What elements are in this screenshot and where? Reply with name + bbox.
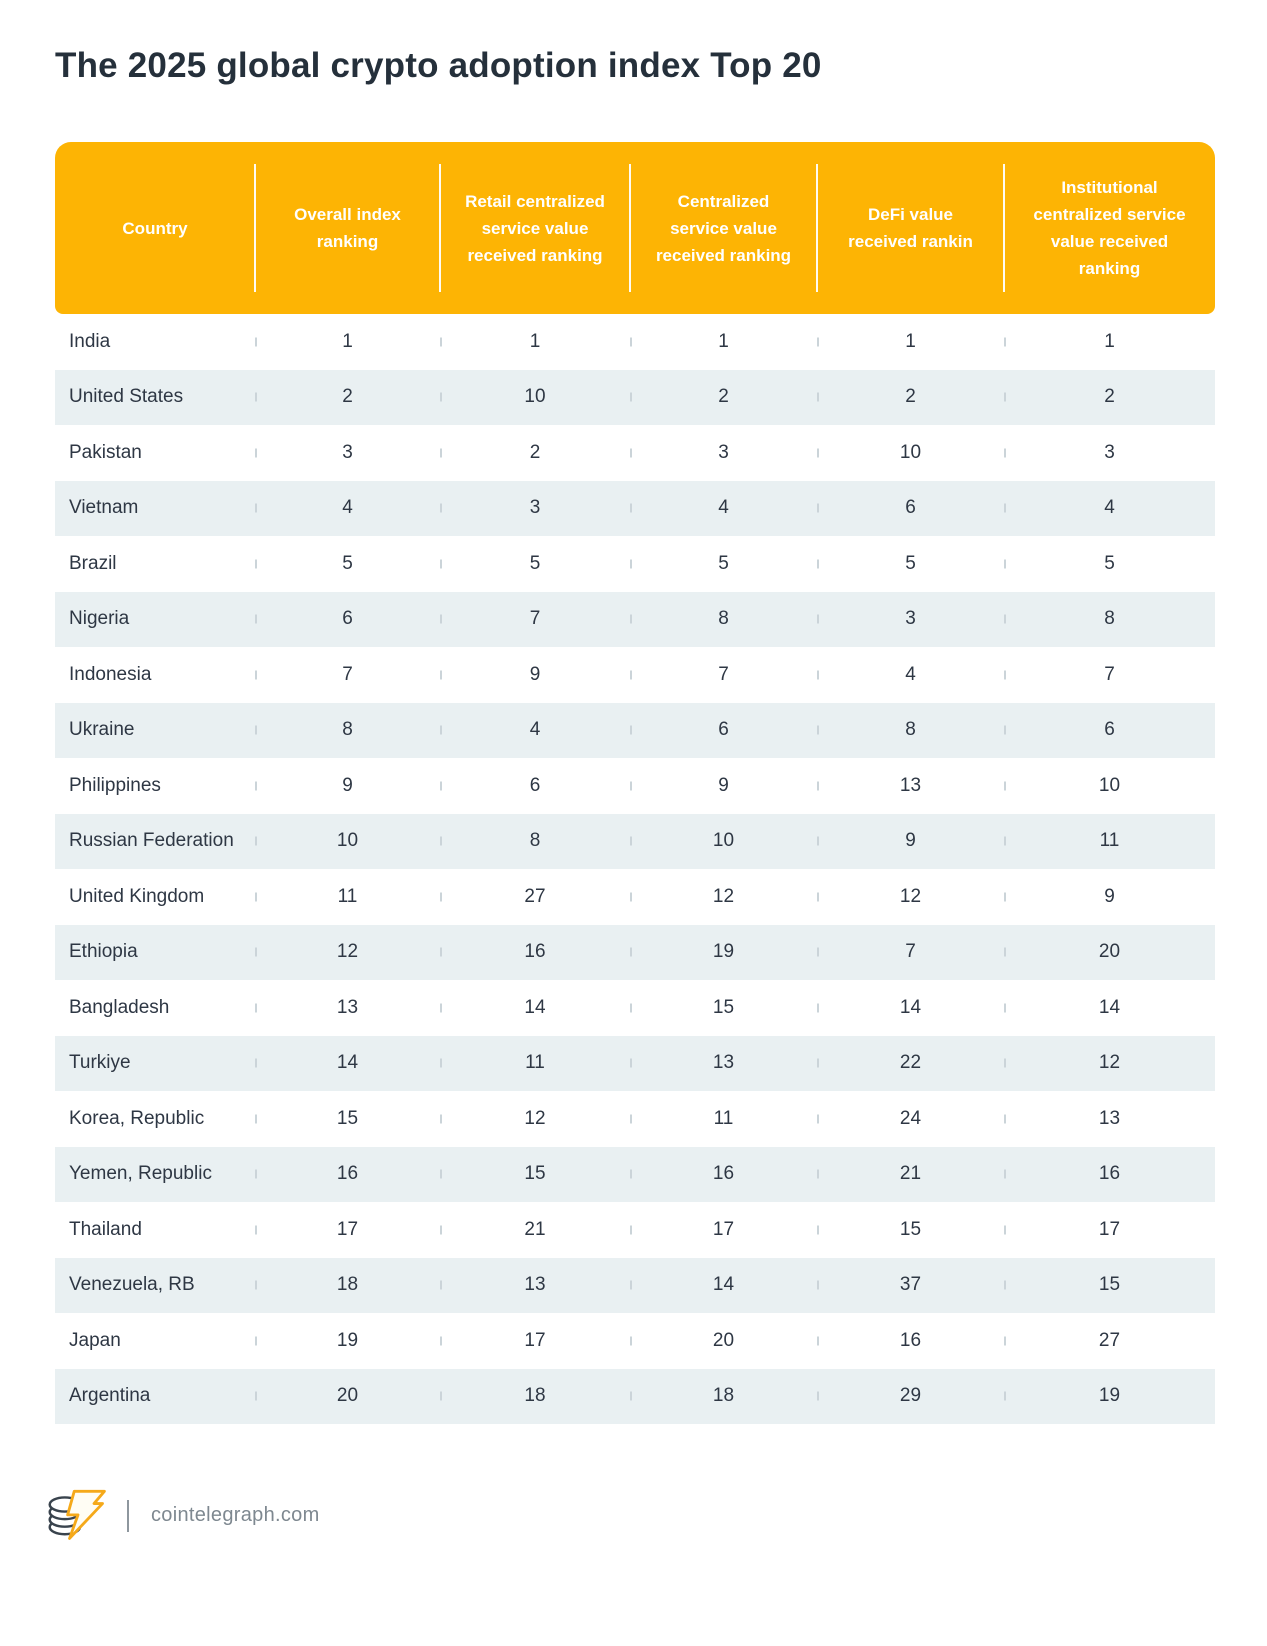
country-cell: Brazil: [69, 552, 117, 574]
ranking-cell: 2: [630, 386, 817, 408]
ranking-cell: 18: [630, 1385, 817, 1407]
ranking-cell: 9: [1004, 886, 1215, 908]
ranking-cell: 3: [817, 608, 1004, 630]
ranking-cell: 4: [1004, 497, 1215, 519]
table-row: [55, 703, 1215, 759]
table-row: [55, 425, 1215, 481]
ranking-cell: 20: [1004, 941, 1215, 963]
ranking-cell: 1: [1004, 331, 1215, 353]
country-cell: Russian Federation: [69, 830, 234, 852]
ranking-cell: 6: [1004, 719, 1215, 741]
ranking-cell: 6: [817, 497, 1004, 519]
ranking-cell: 9: [255, 775, 440, 797]
table-row: [55, 1091, 1215, 1147]
ranking-cell: 3: [255, 442, 440, 464]
ranking-cell: 2: [1004, 386, 1215, 408]
ranking-cell: 5: [1004, 553, 1215, 575]
country-cell: Vietnam: [69, 497, 139, 519]
ranking-cell: 19: [630, 941, 817, 963]
ranking-cell: 2: [440, 442, 630, 464]
ranking-cell: 11: [255, 886, 440, 908]
ranking-cell: 7: [630, 664, 817, 686]
country-cell: Pakistan: [69, 441, 142, 463]
ranking-cell: 3: [440, 497, 630, 519]
table-row: [55, 1258, 1215, 1314]
ranking-cell: 37: [817, 1274, 1004, 1296]
ranking-cell: 29: [817, 1385, 1004, 1407]
ranking-cell: 15: [440, 1163, 630, 1185]
ranking-cell: 14: [440, 997, 630, 1019]
ranking-cell: 1: [630, 331, 817, 353]
table-row: [55, 980, 1215, 1036]
ranking-cell: 6: [440, 775, 630, 797]
ranking-cell: 16: [817, 1330, 1004, 1352]
ranking-cell: 13: [440, 1274, 630, 1296]
ranking-cell: 18: [255, 1274, 440, 1296]
footer-site-url: cointelegraph.com: [151, 1504, 320, 1526]
table-row: [55, 536, 1215, 592]
ranking-cell: 12: [630, 886, 817, 908]
ranking-cell: 13: [255, 997, 440, 1019]
ranking-cell: 4: [440, 719, 630, 741]
ranking-cell: 15: [255, 1108, 440, 1130]
ranking-cell: 14: [255, 1052, 440, 1074]
ranking-cell: 1: [440, 331, 630, 353]
country-cell: Indonesia: [69, 663, 152, 685]
ranking-cell: 10: [255, 830, 440, 852]
column-header-institutional: Institutional centralized service value received ranking: [1004, 142, 1215, 314]
ranking-cell: 11: [1004, 830, 1215, 852]
ranking-cell: 4: [630, 497, 817, 519]
ranking-cell: 5: [255, 553, 440, 575]
column-header-retail: Retail centralized service value received ranking: [440, 142, 630, 314]
column-header-defi: DeFi value received rankin: [817, 142, 1004, 314]
ranking-cell: 11: [440, 1052, 630, 1074]
ranking-cell: 20: [630, 1330, 817, 1352]
country-cell: Korea, Republic: [69, 1107, 205, 1129]
ranking-cell: 3: [1004, 442, 1215, 464]
country-cell: Bangladesh: [69, 996, 170, 1018]
ranking-cell: 10: [440, 386, 630, 408]
ranking-cell: 8: [255, 719, 440, 741]
page-title: The 2025 global crypto adoption index Top 20: [55, 46, 822, 85]
table-row: [55, 1202, 1215, 1258]
ranking-cell: 17: [255, 1219, 440, 1241]
country-cell: Japan: [69, 1329, 121, 1351]
ranking-cell: 12: [255, 941, 440, 963]
ranking-cell: 19: [1004, 1385, 1215, 1407]
ranking-cell: 27: [440, 886, 630, 908]
ranking-cell: 19: [255, 1330, 440, 1352]
ranking-cell: 18: [440, 1385, 630, 1407]
table-row: [55, 1036, 1215, 1092]
country-cell: United Kingdom: [69, 885, 205, 907]
ranking-cell: 9: [440, 664, 630, 686]
ranking-cell: 12: [1004, 1052, 1215, 1074]
table-row: [55, 1147, 1215, 1203]
ranking-cell: 7: [1004, 664, 1215, 686]
ranking-cell: 22: [817, 1052, 1004, 1074]
ranking-cell: 12: [440, 1108, 630, 1130]
ranking-cell: 17: [1004, 1219, 1215, 1241]
ranking-cell: 1: [817, 331, 1004, 353]
ranking-cell: 7: [255, 664, 440, 686]
table-row: [55, 1313, 1215, 1369]
table-row: [55, 314, 1215, 370]
table-row: [55, 925, 1215, 981]
ranking-cell: 8: [440, 830, 630, 852]
ranking-cell: 9: [817, 830, 1004, 852]
ranking-cell: 10: [630, 830, 817, 852]
country-cell: Nigeria: [69, 608, 130, 630]
ranking-cell: 15: [1004, 1274, 1215, 1296]
ranking-cell: 12: [817, 886, 1004, 908]
ranking-cell: 1: [255, 331, 440, 353]
country-cell: India: [69, 330, 111, 352]
ranking-cell: 16: [440, 941, 630, 963]
country-cell: Argentina: [69, 1385, 151, 1407]
ranking-cell: 17: [630, 1219, 817, 1241]
table-row: [55, 814, 1215, 870]
table-header-row: [55, 142, 1215, 314]
country-cell: Ukraine: [69, 719, 135, 741]
ranking-cell: 14: [630, 1274, 817, 1296]
country-cell: United States: [69, 386, 184, 408]
table-row: [55, 1369, 1215, 1425]
ranking-cell: 9: [630, 775, 817, 797]
ranking-cell: 7: [440, 608, 630, 630]
ranking-cell: 6: [630, 719, 817, 741]
ranking-cell: 2: [255, 386, 440, 408]
ranking-cell: 2: [817, 386, 1004, 408]
ranking-cell: 20: [255, 1385, 440, 1407]
country-cell: Thailand: [69, 1218, 142, 1240]
footer: [45, 1482, 1215, 1549]
ranking-cell: 11: [630, 1108, 817, 1130]
table-row: [55, 869, 1215, 925]
ranking-cell: 5: [630, 553, 817, 575]
crypto-adoption-table: [55, 142, 1215, 1424]
country-cell: Yemen, Republic: [69, 1163, 212, 1185]
table-row: [55, 592, 1215, 648]
ranking-cell: 14: [817, 997, 1004, 1019]
table-body: [55, 314, 1215, 1424]
column-header-country: Country: [122, 218, 188, 238]
ranking-cell: 4: [817, 664, 1004, 686]
infographic-page: [0, 46, 1267, 1549]
country-cell: Turkiye: [69, 1052, 131, 1074]
country-cell: Philippines: [69, 774, 161, 796]
table-row: [55, 370, 1215, 426]
column-header-centralized: Centralized service value received ranking: [630, 142, 817, 314]
table-row: [55, 758, 1215, 814]
country-cell: Venezuela, RB: [69, 1274, 195, 1296]
footer-divider: [127, 1500, 129, 1532]
ranking-cell: 17: [440, 1330, 630, 1352]
ranking-cell: 4: [255, 497, 440, 519]
ranking-cell: 16: [630, 1163, 817, 1185]
ranking-cell: 21: [817, 1163, 1004, 1185]
ranking-cell: 21: [440, 1219, 630, 1241]
cointelegraph-coin-bolt-logo: [45, 1482, 111, 1549]
ranking-cell: 27: [1004, 1330, 1215, 1352]
ranking-cell: 14: [1004, 997, 1215, 1019]
ranking-cell: 10: [817, 442, 1004, 464]
ranking-cell: 15: [817, 1219, 1004, 1241]
column-header-overall: Overall index ranking: [255, 142, 440, 314]
ranking-cell: 8: [817, 719, 1004, 741]
ranking-cell: 13: [630, 1052, 817, 1074]
ranking-cell: 8: [630, 608, 817, 630]
ranking-cell: 15: [630, 997, 817, 1019]
ranking-cell: 5: [440, 553, 630, 575]
ranking-cell: 13: [1004, 1108, 1215, 1130]
ranking-cell: 5: [817, 553, 1004, 575]
ranking-cell: 6: [255, 608, 440, 630]
ranking-cell: 24: [817, 1108, 1004, 1130]
ranking-cell: 10: [1004, 775, 1215, 797]
ranking-cell: 8: [1004, 608, 1215, 630]
table-row: [55, 481, 1215, 537]
country-cell: Ethiopia: [69, 941, 138, 963]
ranking-cell: 16: [1004, 1163, 1215, 1185]
ranking-cell: 3: [630, 442, 817, 464]
ranking-cell: 7: [817, 941, 1004, 963]
table-row: [55, 647, 1215, 703]
ranking-cell: 16: [255, 1163, 440, 1185]
ranking-cell: 13: [817, 775, 1004, 797]
